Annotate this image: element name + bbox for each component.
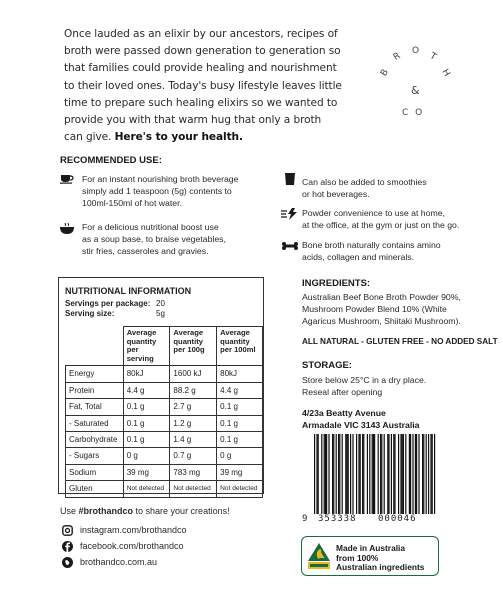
barcode-bar: [378, 434, 379, 514]
share-prefix: Use: [60, 506, 79, 516]
logo-letter: H: [439, 67, 452, 79]
text-line: at the office, at the gym or just on the go.: [302, 220, 460, 230]
text-line: Australian Beef Bone Broth Powder 90%,: [302, 292, 461, 302]
cell: Not detected: [217, 481, 263, 497]
barcode-bar: [339, 434, 340, 514]
barcode-bar: [318, 434, 319, 514]
barcode-bar: [358, 434, 359, 514]
barcode-bar: [418, 434, 419, 514]
storage-title: STORAGE:: [302, 360, 352, 371]
recommended-item-instant: [82, 173, 238, 209]
hashtag: #brothandco: [78, 506, 134, 516]
intro-plain: can give.: [64, 131, 115, 144]
row-label: Carbohydrate: [66, 431, 124, 447]
barcode-bar: [328, 434, 329, 514]
barcode-digits-right: 000046: [378, 514, 417, 524]
table-row: [66, 399, 263, 415]
logo-co: C O: [402, 108, 425, 118]
barcode-bar: [363, 434, 364, 514]
table-corner: [66, 327, 124, 366]
cell: 1.4 g: [170, 431, 217, 447]
text-line: Store below 25°C in a dry place.: [302, 375, 427, 385]
cell: 0.1 g: [123, 399, 170, 415]
cell: 80kJ: [217, 366, 263, 382]
logo-ampersand: &: [411, 84, 420, 97]
cell: 2.7 g: [170, 399, 217, 415]
barcode-digits-left: 353338: [318, 514, 357, 524]
barcode-bar: [381, 434, 382, 514]
barcode-bar: [342, 434, 343, 514]
instagram-icon: [62, 525, 73, 536]
barcode-bar: [316, 434, 317, 514]
barcode-bar: [405, 434, 406, 514]
made-in-australia-badge: [301, 536, 439, 576]
cell: 80kJ: [123, 366, 170, 382]
kangaroo-triangle-icon: [307, 542, 331, 570]
row-label: Protein: [66, 382, 124, 398]
servings-value: 20: [156, 299, 165, 308]
cell: 0 g: [217, 448, 263, 464]
barcode-bar: [410, 434, 411, 514]
barcode-bar: [388, 434, 389, 514]
text-line: Powder convenience to use at home,: [302, 208, 445, 218]
text-line: as a soup base, to braise vegetables,: [82, 234, 226, 244]
text-line: 4/23a Beatty Avenue: [302, 408, 386, 418]
barcode-bar: [384, 434, 385, 514]
barcode-bar: [432, 434, 433, 514]
text-line: Australian ingredients: [336, 562, 425, 573]
text-line: For an instant nourishing broth beverage: [82, 174, 239, 184]
barcode: [302, 434, 438, 526]
cell: 0.1 g: [217, 431, 263, 447]
cup-icon: [284, 172, 296, 186]
barcode-bar: [348, 434, 349, 514]
recommended-item-convenience: [302, 207, 459, 231]
text-line: from 100%: [336, 552, 379, 563]
barcode-bar: [324, 434, 325, 514]
barcode-bar: [362, 434, 363, 514]
barcode-bar: [393, 434, 394, 514]
broth-and-co-logo: [372, 40, 462, 130]
table-row: [66, 448, 263, 464]
ingredients-list: [302, 291, 461, 327]
recommended-item-soup: [82, 221, 226, 257]
row-label: - Sugars: [66, 448, 124, 464]
row-label: Sodium: [66, 464, 124, 480]
text-line: stir fries, casseroles and gravies.: [82, 246, 209, 256]
barcode-bar: [415, 434, 416, 514]
barcode-bar: [360, 434, 361, 514]
barcode-bar: [369, 434, 370, 514]
teacup-icon: [60, 172, 74, 184]
table-row: [66, 431, 263, 447]
barcode-bar: [333, 434, 334, 514]
text-line: 100ml-150ml of hot water.: [82, 198, 182, 208]
text-line: Agaricus Mushroom, Shiitaki Mushroom).: [302, 316, 461, 326]
barcode-bar: [416, 434, 417, 514]
barcode-bar: [380, 434, 381, 514]
barcode-bar: [346, 434, 347, 514]
barcode-bar: [423, 434, 424, 514]
row-label: Gluten: [66, 481, 124, 497]
barcode-bar: [352, 434, 353, 514]
barcode-bar: [426, 434, 427, 514]
row-label: Fat, Total: [66, 399, 124, 415]
barcode-bar: [372, 434, 373, 514]
share-line: [60, 505, 230, 517]
barcode-bar: [403, 434, 404, 514]
row-label: - Saturated: [66, 415, 124, 431]
column-header: Average quantity per 100g: [170, 327, 217, 366]
cell: 0 g: [123, 448, 170, 464]
text-line: or hot beverages.: [302, 189, 370, 199]
recommended-item-bone-broth: [302, 239, 441, 263]
intro-line: broth were passed down generation to generation so: [64, 45, 341, 58]
storage-text: [302, 374, 426, 398]
cell: 0.7 g: [170, 448, 217, 464]
logo-letter: R: [391, 51, 403, 63]
intro-paragraph: [64, 26, 364, 146]
cell: 1600 kJ: [170, 366, 217, 382]
barcode-bars: [302, 434, 438, 514]
intro-line: that families could provide healing and nourishment: [64, 62, 337, 75]
intro-line: time to prepare such healing elixirs so we wanted to: [64, 96, 338, 109]
barcode-bar: [356, 434, 357, 514]
servings-label: Servings per package:: [65, 299, 151, 308]
text-line: Armadale VIC 3143 Australia: [302, 420, 420, 430]
table-row: [66, 415, 263, 431]
barcode-bar: [321, 434, 322, 514]
barcode-bar: [374, 434, 375, 514]
barcode-bar: [332, 434, 333, 514]
intro-line: provide you with that warm hug that only a broth: [64, 114, 322, 127]
globe-icon: [62, 557, 73, 568]
nutrition-title: NUTRITIONAL INFORMATION: [65, 286, 192, 296]
barcode-bar: [434, 434, 435, 514]
text-line: For a delicious nutritional boost use: [82, 222, 219, 232]
cell: 1.2 g: [170, 415, 217, 431]
cell: Not detected: [123, 481, 170, 497]
serving-size-value: 5g: [156, 309, 165, 318]
table-row: [66, 481, 263, 497]
recommended-item-smoothies: [302, 176, 427, 200]
intro-line: to their loved ones. Today's busy lifestyle leaves little: [64, 79, 342, 92]
barcode-bar: [350, 434, 351, 514]
table-row: [66, 382, 263, 398]
nutrition-table: [65, 326, 263, 498]
text-line: Can also be added to smoothies: [302, 177, 427, 187]
facebook-link[interactable]: facebook.com/brothandco: [80, 541, 184, 551]
logo-letter: T: [427, 51, 438, 63]
facebook-icon: [62, 541, 73, 552]
barcode-bar: [325, 434, 326, 514]
intro-tagline: Here's to your health.: [114, 131, 243, 144]
barcode-bar: [400, 434, 401, 514]
bone-icon: [282, 242, 298, 250]
logo-letter: B: [379, 67, 391, 79]
lightning-icon: [281, 208, 299, 220]
barcode-bar: [367, 434, 368, 514]
barcode-bar: [326, 434, 327, 514]
table-row: [66, 366, 263, 382]
table-header-row: [66, 327, 263, 366]
column-header: Average quantity per serving: [123, 327, 170, 366]
barcode-bar: [430, 434, 431, 514]
barcode-digit-lead: 9: [302, 514, 308, 524]
barcode-bar: [338, 434, 339, 514]
claims-line: ALL NATURAL - GLUTEN FREE - NO ADDED SALT: [302, 337, 498, 346]
address: [302, 407, 420, 431]
row-label: Energy: [66, 366, 124, 382]
bowl-icon: [60, 223, 74, 235]
cell: 39 mg: [123, 464, 170, 480]
text-line: Bone broth naturally contains amino: [302, 240, 441, 250]
barcode-bar: [373, 434, 374, 514]
nutrition-panel: [58, 277, 264, 494]
serving-size-label: Serving size:: [65, 309, 115, 318]
cell: 0.1 g: [217, 415, 263, 431]
share-suffix: to share your creations!: [133, 506, 230, 516]
barcode-bar: [428, 434, 429, 514]
cell: 0.1 g: [123, 415, 170, 431]
text-line: Reseal after opening: [302, 387, 383, 397]
cell: 0.1 g: [123, 431, 170, 447]
cell: 4.4 g: [217, 382, 263, 398]
cell: 88.2 g: [170, 382, 217, 398]
barcode-bar: [422, 434, 423, 514]
recommended-title: RECOMMENDED USE:: [60, 155, 162, 166]
table-row: [66, 464, 263, 480]
barcode-bar: [394, 434, 395, 514]
cell: 4.4 g: [123, 382, 170, 398]
intro-line: Once lauded as an elixir by our ancestors, recipes of: [64, 28, 338, 40]
barcode-bar: [314, 434, 315, 514]
barcode-bar: [412, 434, 413, 514]
text-line: Mushroom Powder Blend 10% (White: [302, 304, 447, 314]
barcode-bar: [336, 434, 337, 514]
barcode-bar: [391, 434, 392, 514]
cell: Not detected: [170, 481, 217, 497]
cell: 783 mg: [170, 464, 217, 480]
website-link[interactable]: brothandco.com.au: [80, 557, 158, 567]
text-line: acids, collagen and minerals.: [302, 252, 415, 262]
barcode-bar: [387, 434, 388, 514]
barcode-bar: [409, 434, 410, 514]
instagram-link[interactable]: instagram.com/brothandco: [80, 525, 187, 535]
ingredients-title: INGREDIENTS:: [302, 278, 371, 289]
intro-line: [64, 129, 364, 146]
barcode-bar: [398, 434, 399, 514]
text-line: Made in Australia: [336, 543, 406, 553]
cell: 39 mg: [217, 464, 263, 480]
text-line: simply add 1 teaspoon (5g) contents to: [82, 186, 232, 196]
logo-letter: O: [412, 46, 420, 56]
badge-text: [336, 544, 424, 573]
barcode-bar: [345, 434, 346, 514]
column-header: Average quantity per 100ml: [217, 327, 263, 366]
cell: 0.1 g: [217, 399, 263, 415]
barcode-bar: [402, 434, 403, 514]
